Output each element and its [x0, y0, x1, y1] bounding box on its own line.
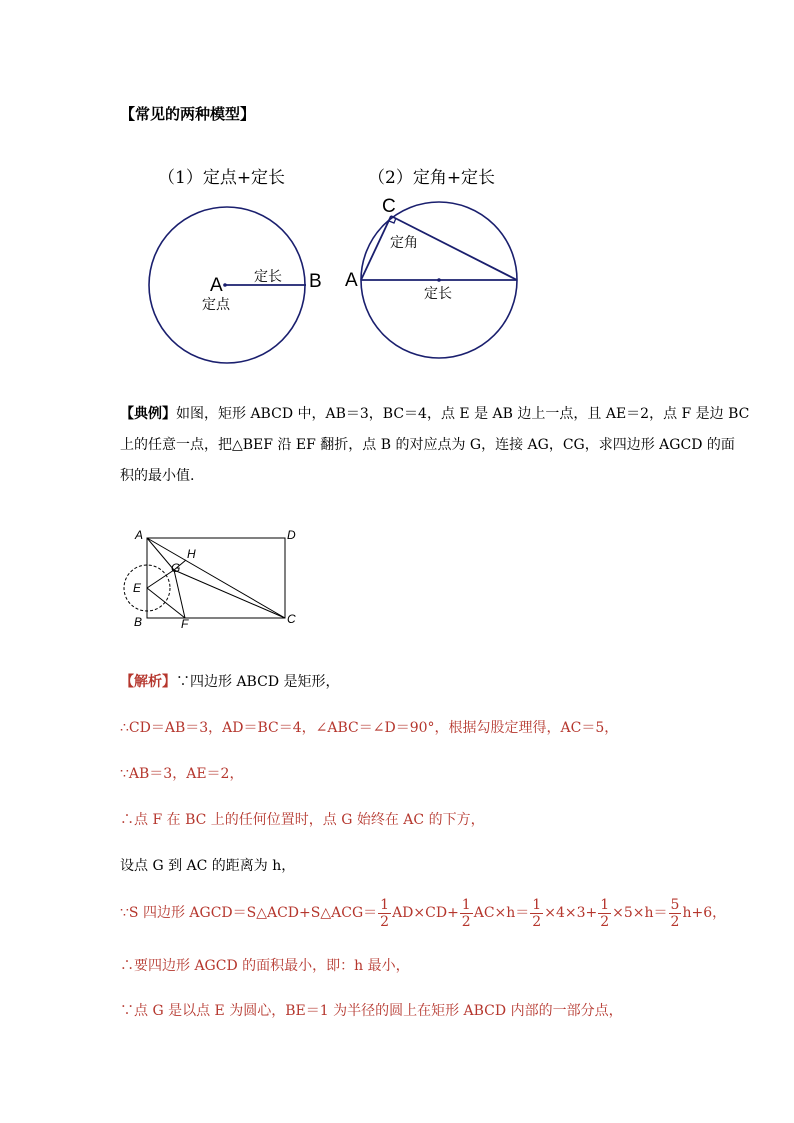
label-e: E	[133, 581, 142, 595]
label-b: B	[134, 615, 143, 629]
example-text-1: 如图，矩形 ABCD 中，AB＝3，BC＝4，点 E 是 AB 边上一点，且 AE＝2，点 F 是边 BC	[176, 406, 750, 422]
model1-label: （1）定点+定长	[158, 168, 286, 188]
solution-line-6	[120, 896, 726, 930]
diagonal-ac	[147, 538, 285, 618]
formula-part-4: ×4×3+	[544, 905, 598, 921]
model2-chord-ac	[361, 216, 391, 280]
model1-point-b: B	[309, 271, 322, 292]
label-g: G	[171, 561, 181, 575]
fraction-4: $\frac{1}{2}$	[600, 896, 610, 930]
solution-text-1: ∵四边形 ABCD 是矩形，	[176, 674, 340, 690]
solution-line-5: 设点 G 到 AC 的距离为 h，	[120, 858, 296, 874]
model2-point-a: A	[345, 270, 358, 291]
model1-length-label: 定长	[254, 268, 282, 284]
fraction-1: $\frac{1}{2}$	[380, 896, 390, 930]
model2-label: （2）定角+定长	[368, 168, 496, 188]
label-d: D	[287, 528, 296, 542]
label-a: A	[135, 528, 144, 542]
model2-length-label: 定长	[424, 285, 452, 301]
model2-angle-label: 定角	[390, 234, 418, 250]
solution-line-1	[120, 672, 340, 692]
fraction-5: $\frac{5}{2}$	[670, 896, 680, 930]
fraction-3: $\frac{1}{2}$	[532, 896, 542, 930]
label-h: H	[187, 547, 196, 561]
label-c: C	[287, 612, 296, 626]
model1-center-dot	[223, 283, 227, 287]
models-diagram	[130, 185, 550, 375]
solution-line-8: ∵点 G 是以点 E 为圆心，BE＝1 为半径的圆上在矩形 ABCD 内部的一部分点，	[120, 1003, 623, 1019]
solution-line-2: ∴CD＝AB＝3，AD＝BC＝4，∠ABC＝∠D＝90°，根据勾股定理得，AC＝5，	[120, 720, 619, 736]
formula-part-5: ×5×h＝	[612, 905, 668, 921]
model1-point-label: 定点	[202, 296, 230, 312]
example-line-2: 上的任意一点，把△BEF 沿 EF 翻折，点 B 的对应点为 G，连接 AG，CG，求四边形 AGCD 的面	[120, 437, 735, 453]
example-tag: 【典例】	[120, 406, 176, 422]
solution-tag: 【解析】	[120, 674, 176, 690]
model2-center-dot	[437, 278, 441, 282]
model2-point-c: C	[382, 196, 396, 217]
example-line-3: 积的最小值.	[120, 468, 195, 484]
formula-part-3: AC×h＝	[473, 905, 530, 921]
model1-point-a: A	[210, 275, 223, 296]
segment-gc	[174, 570, 285, 618]
example-line-1	[120, 404, 749, 424]
section-heading: 【常见的两种模型】	[120, 105, 256, 123]
solution-line-3: ∵AB＝3，AE＝2，	[120, 766, 244, 782]
formula-part-6: h+6，	[682, 905, 727, 921]
formula-part-2: AD×CD+	[392, 905, 459, 921]
formula-part-1: ∵S 四边形 AGCD＝S△ACD+S△ACG＝	[120, 905, 378, 921]
solution-line-4: ∴点 F 在 BC 上的任何位置时，点 G 始终在 AC 的下方，	[120, 812, 485, 828]
fraction-2: $\frac{1}{2}$	[461, 896, 471, 930]
solution-line-7: ∴要四边形 AGCD 的面积最小，即：h 最小，	[120, 958, 410, 974]
geometry-figure	[118, 522, 318, 632]
label-f: F	[181, 617, 189, 631]
